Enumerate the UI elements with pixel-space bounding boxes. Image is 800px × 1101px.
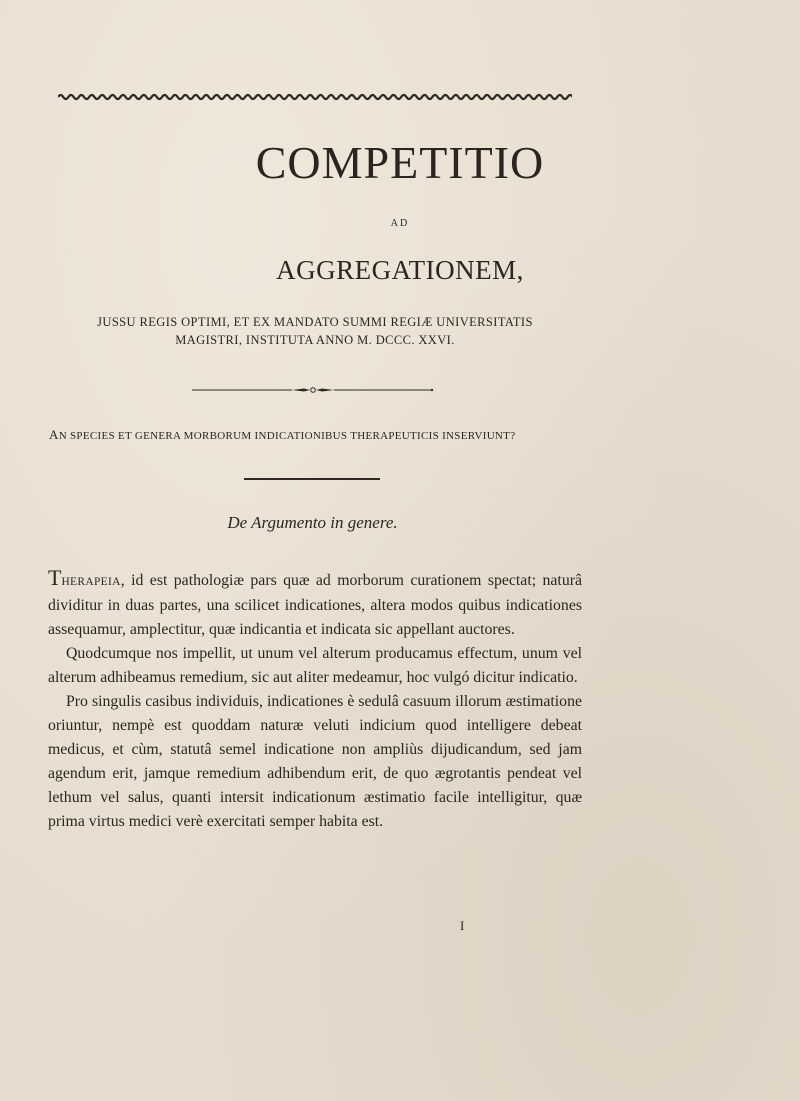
thesis-question (49, 428, 581, 443)
body-text (48, 566, 582, 834)
paragraph-1-smallcaps: HERAPEIA (61, 576, 121, 588)
title-connector: AD (390, 218, 410, 229)
section-heading: De Argumento in genere. (227, 513, 398, 532)
question-text: N SPECIES ET GENERA MORBORUM INDICATIONIBUS THERAPEUTICIS INSERVIUNT? (58, 430, 516, 442)
page-title: COMPETITIO (255, 137, 545, 188)
page-subtitle: AGGREGATIONEM, (276, 255, 524, 285)
page-number: I (460, 918, 465, 933)
institution-notice (50, 313, 580, 349)
paragraph-2: Quodcumque nos impellit, ut unum vel alterum producamus effectum, unum vel alterum adhibeamus remedium, sic aut aliter medeamur, hoc vulgó dicitur indicatio. (48, 645, 582, 686)
institution-line-2: MAGISTRI, INSTITUTA ANNO M. DCCC. XXVI. (175, 333, 455, 347)
section-rule (244, 478, 380, 480)
paragraph-1-initial: T (48, 565, 62, 590)
paragraph-1 (48, 566, 582, 642)
institution-line-1: JUSSU REGIS OPTIMI, ET EX MANDATO SUMMI REGIÆ UNIVERSITATIS (97, 315, 533, 329)
ornamental-divider (192, 385, 434, 395)
wavy-rule-top (58, 92, 572, 102)
paragraph-1-text: , id est pathologiæ pars quæ ad morborum curationem spectat; naturâ dividitur in duas partes, una scilicet indicationes, altera modos quibus indicationes assequamur, amplectitur, quæ indicantia et indicata sic appellant auctores. (48, 572, 582, 638)
paragraph-3: Pro singulis casibus individuis, indicationes è sedulâ casuum illorum æstimatione oriuntur, nempè est quoddam naturæ veluti indicium quod intelligere debeat medicus, et cùm, statutâ semel indicatione non ampliùs dijudicandum, sed jam agendum erit, jamque remedium adhibendum erit, de quo ægrotantis pendeat vel lethum vel salus, quanti intersit indicationum æstimatio facile intelligitur, quæ prima virtus medici verè exercitati semper habita est. (48, 693, 582, 830)
question-initial: A (49, 427, 59, 442)
